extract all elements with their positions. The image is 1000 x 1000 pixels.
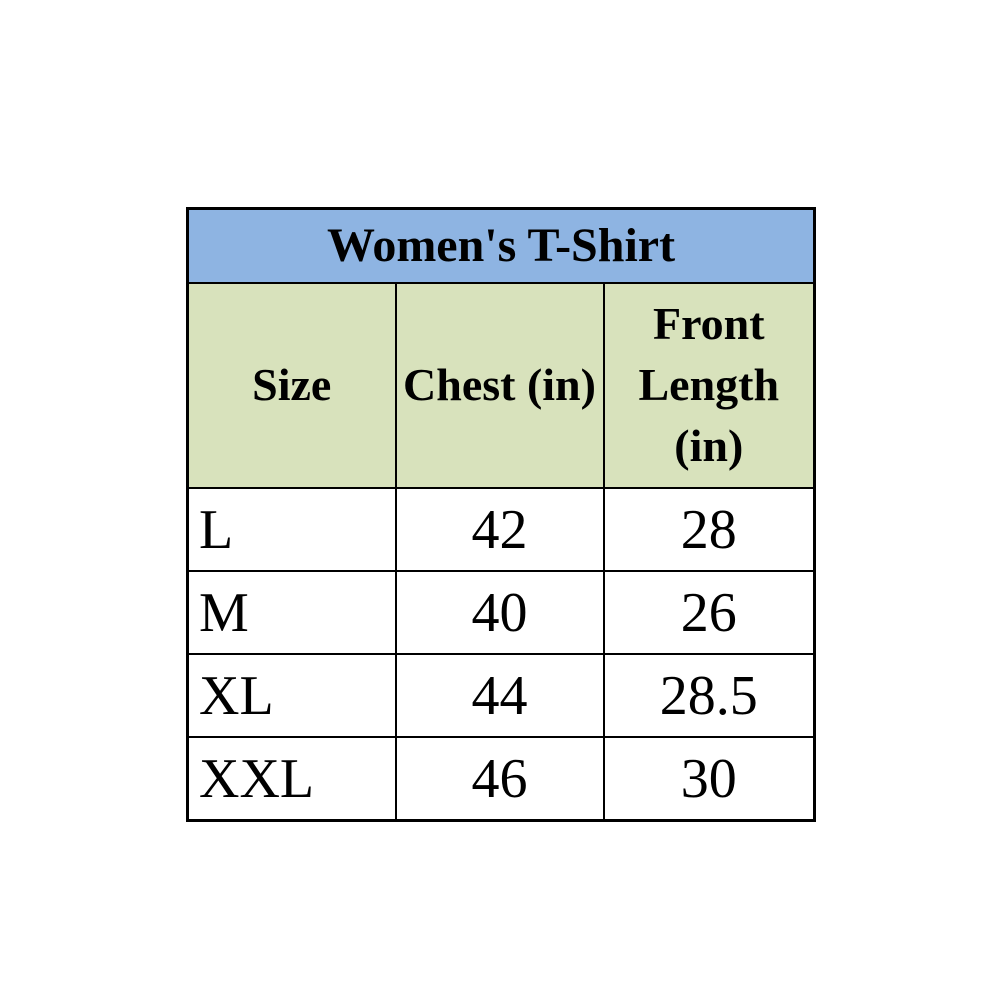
table-title: Women's T-Shirt bbox=[188, 209, 815, 284]
size-chart-table bbox=[186, 207, 816, 822]
front-length-cell: 28 bbox=[604, 488, 815, 571]
size-cell: XXL bbox=[188, 737, 396, 821]
chest-cell: 42 bbox=[396, 488, 604, 571]
chest-cell: 40 bbox=[396, 571, 604, 654]
table-row bbox=[188, 571, 815, 654]
column-header-size: Size bbox=[188, 283, 396, 488]
size-cell: L bbox=[188, 488, 396, 571]
table-title-row bbox=[188, 209, 815, 284]
front-length-cell: 26 bbox=[604, 571, 815, 654]
table-body bbox=[188, 488, 815, 821]
front-length-cell: 28.5 bbox=[604, 654, 815, 737]
table-row bbox=[188, 737, 815, 821]
table-row bbox=[188, 654, 815, 737]
front-length-cell: 30 bbox=[604, 737, 815, 821]
size-cell: M bbox=[188, 571, 396, 654]
column-header-chest: Chest (in) bbox=[396, 283, 604, 488]
size-cell: XL bbox=[188, 654, 396, 737]
table-row bbox=[188, 488, 815, 571]
chest-cell: 44 bbox=[396, 654, 604, 737]
table-header-row bbox=[188, 283, 815, 488]
chest-cell: 46 bbox=[396, 737, 604, 821]
size-chart bbox=[186, 207, 816, 822]
column-header-front-length: Front Length (in) bbox=[604, 283, 815, 488]
